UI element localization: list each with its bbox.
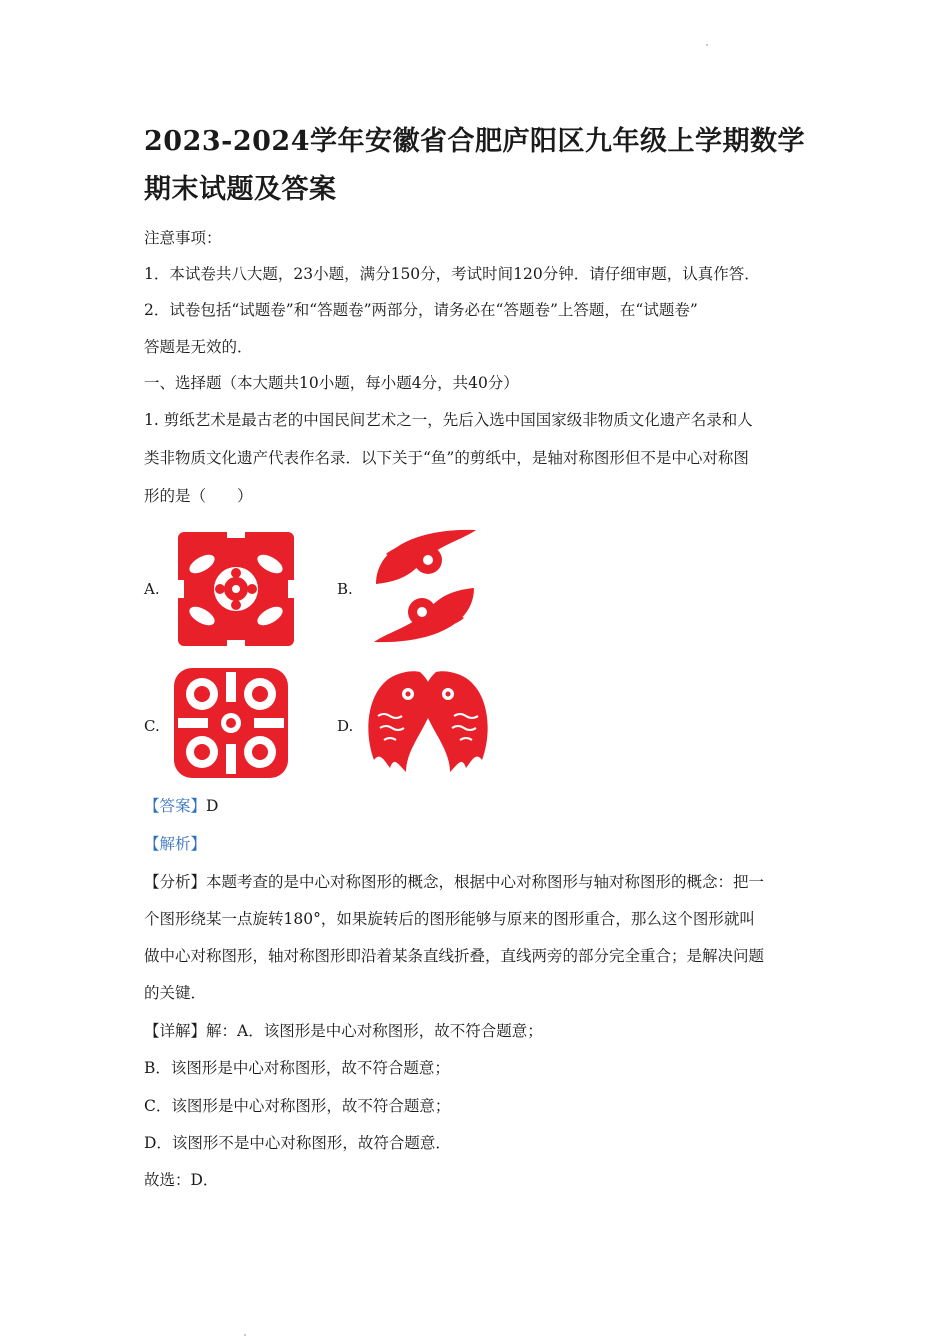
question-1-line-1: 1. 剪纸艺术是最古老的中国民间艺术之一，先后入选中国国家级非物质文化遗产名录和人 [144, 411, 753, 429]
document-title: 2023-2024学年安徽省合肥庐阳区九年级上学期数学期末试题及答案 [144, 126, 805, 205]
answer-tag: 【答案】 [144, 797, 207, 815]
fish-papercut-c-image [168, 662, 294, 784]
fenxi-tag: 【分析】 [144, 873, 207, 891]
fish-papercut-d-image [360, 664, 496, 784]
question-1-line-3: 形的是（ ） [144, 487, 253, 505]
footer-dot [244, 1334, 246, 1336]
note-2-line-1: 2．试卷包括“试题卷”和“答题卷”两部分，请务必在“答题卷”上答题，在“试题卷” [144, 301, 698, 319]
answer-line [144, 796, 218, 816]
conclusion: 故选：D． [144, 1171, 219, 1189]
detail-line-4: D．该图形不是中心对称图形，故符合题意． [144, 1134, 451, 1152]
detail-line-3: C．该图形是中心对称图形，故不符合题意； [144, 1097, 451, 1115]
fenxi-line-1 [144, 872, 764, 892]
fenxi-line-2: 个图形绕某一点旋转180°，如果旋转后的图形能够与原来的图形重合，那么这个图形就叫 [144, 910, 755, 928]
analysis-tag: 【解析】 [144, 835, 207, 853]
detail-line-2: B．该图形是中心对称图形，故不符合题意； [144, 1059, 450, 1077]
fenxi-line-4: 的关键． [144, 984, 207, 1002]
detail-tag: 【详解】 [144, 1022, 207, 1040]
detail-line-1 [144, 1021, 543, 1041]
answer-value: D [206, 797, 219, 815]
option-d-label: D. [337, 717, 354, 735]
fenxi-text-1: 本题考查的是中心对称图形的概念，根据中心对称图形与轴对称图形的概念：把一 [206, 873, 765, 891]
notes-heading: 注意事项： [144, 229, 222, 247]
detail-text-1: 解：A．该图形是中心对称图形，故不符合题意； [206, 1022, 543, 1040]
section-heading: 一、选择题（本大题共10小题，每小题4分，共40分） [144, 374, 519, 392]
analysis-line [144, 834, 206, 854]
note-2-line-2: 答题是无效的． [144, 338, 253, 356]
option-a-label: A. [144, 580, 160, 598]
option-b-label: B. [337, 580, 353, 598]
corner-dot [706, 44, 708, 46]
question-1-line-2: 类非物质文化遗产代表作名录．以下关于“鱼”的剪纸中，是轴对称图形但不是中心对称图 [144, 449, 749, 467]
option-c-label: C. [144, 717, 160, 735]
fish-papercut-a-image [170, 524, 302, 654]
fenxi-line-3: 做中心对称图形，轴对称图形即沿着某条直线折叠，直线两旁的部分完全重合；是解决问题 [144, 947, 765, 965]
note-1: 1．本试卷共八大题，23小题，满分150分，考试时间120分钟．请仔细审题，认真作答． [144, 265, 760, 283]
fish-papercut-b-image [366, 524, 484, 648]
